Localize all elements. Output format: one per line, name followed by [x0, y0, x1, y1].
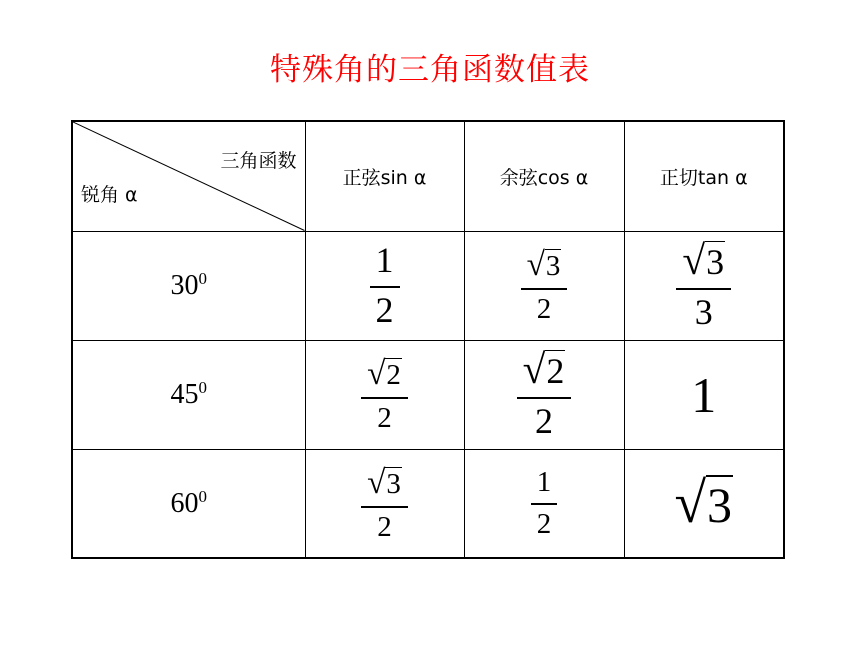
tan-value-cell: [624, 340, 784, 449]
radical-sign: √: [522, 345, 546, 392]
cos-value-cell: [464, 231, 624, 340]
radicand: 3: [706, 241, 725, 282]
radicand: 3: [386, 467, 401, 500]
numerator: [676, 236, 731, 283]
radical-sign: √: [674, 471, 707, 535]
degree-mark: 0: [198, 269, 207, 288]
radical-sign: √: [682, 236, 706, 283]
denominator: 2: [536, 292, 552, 325]
fraction-bar: [361, 397, 408, 399]
radicand: 3: [545, 249, 561, 282]
square-root: [367, 356, 402, 391]
whole-value: [674, 471, 733, 535]
angle-value: 30: [170, 270, 199, 301]
cos-header: 余弦cos α: [464, 121, 624, 231]
numerator: 1: [536, 465, 552, 498]
radicand: 3: [707, 476, 733, 533]
table-row: [72, 231, 784, 340]
numerator: [521, 247, 568, 282]
fraction-bar: [517, 397, 572, 399]
square-root: [527, 247, 562, 282]
angle-cell: [72, 340, 305, 449]
fraction: [517, 345, 572, 442]
numerator: [361, 465, 408, 500]
sin-header: 正弦sin α: [305, 121, 464, 231]
denominator: 2: [377, 401, 392, 434]
square-root: [367, 465, 402, 500]
fraction: [361, 356, 408, 433]
sin-value-cell: [305, 449, 464, 558]
radicand: 2: [386, 358, 401, 391]
numerator: [517, 345, 572, 392]
whole-value: 1: [691, 366, 717, 423]
table-row: [72, 449, 784, 558]
function-label: 三角函数: [220, 150, 297, 172]
sin-value-cell: [305, 340, 464, 449]
angle-value: 45: [170, 379, 199, 410]
radical-sign: √: [367, 463, 386, 501]
radicand: 2: [546, 350, 565, 391]
numerator: [361, 356, 408, 391]
fraction: [370, 239, 400, 330]
fraction-bar: [531, 503, 558, 505]
angle-cell: [72, 231, 305, 340]
degree-mark: 0: [198, 378, 207, 397]
angle-cell: [72, 449, 305, 558]
fraction-bar: [370, 286, 400, 288]
denominator: 2: [377, 510, 392, 543]
angle-label: 锐角 α: [81, 184, 138, 206]
fraction-bar: [676, 288, 731, 290]
cos-value-cell: [464, 449, 624, 558]
denominator: 2: [536, 508, 552, 541]
fraction: [676, 236, 731, 333]
denominator: 3: [694, 292, 713, 333]
numerator: 1: [375, 239, 394, 280]
page-title: 特殊角的三角函数值表: [270, 52, 590, 88]
tan-value-cell: [624, 449, 784, 558]
angle-value: 60: [170, 487, 199, 519]
table-row: [72, 340, 784, 449]
square-root: [682, 236, 725, 283]
denominator: 2: [535, 401, 553, 442]
degree-mark: 0: [198, 486, 207, 506]
square-root: [674, 471, 733, 536]
tan-header: 正切tan α: [624, 121, 784, 231]
square-root: [522, 345, 566, 392]
tan-value-cell: [624, 231, 784, 340]
cos-value-cell: [464, 340, 624, 449]
diagonal-line: [73, 122, 305, 231]
fraction: [361, 465, 408, 542]
fraction-bar: [361, 506, 408, 508]
fraction-bar: [521, 288, 568, 290]
trig-value-table: [71, 120, 785, 559]
fraction: [521, 247, 568, 324]
radical-sign: √: [526, 245, 545, 283]
sin-value-cell: [305, 231, 464, 340]
header-row: [72, 121, 784, 231]
denominator: 2: [375, 289, 394, 330]
corner-header-cell: [72, 121, 305, 231]
radical-sign: √: [367, 354, 386, 392]
fraction: [531, 467, 558, 540]
